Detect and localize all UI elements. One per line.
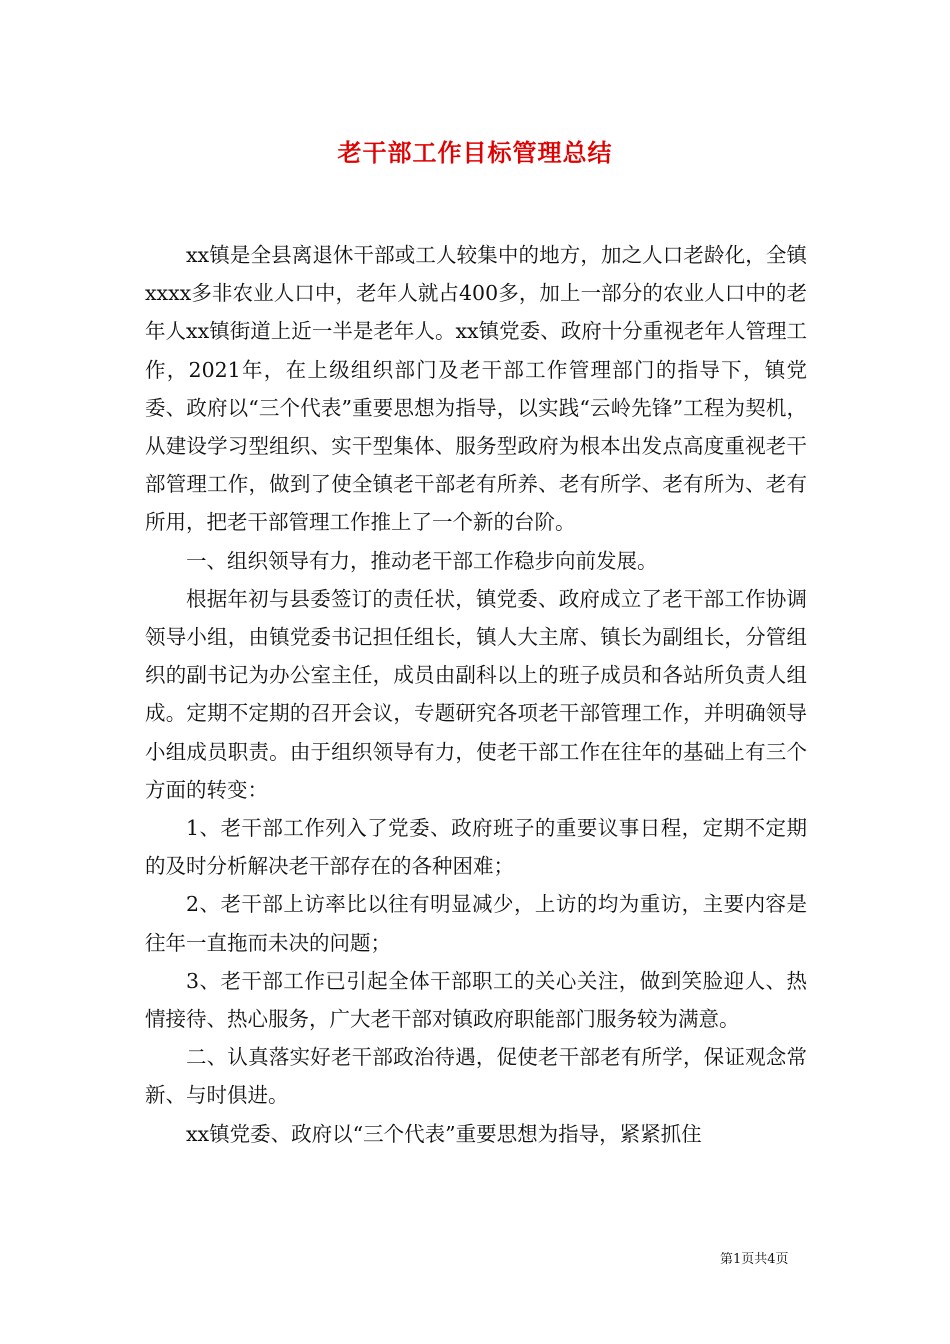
paragraph-section-2: xx镇党委、政府以“三个代表”重要思想为指导，紧紧抓住 [186, 1121, 702, 1146]
section-heading-1: 一、组织领导有力，推动老干部工作稳步向前发展。 [186, 548, 658, 573]
section-heading-2: 二、认真落实好老干部政治待遇，促使老干部老有所学，保证观念常新、与时俱进。 [145, 1045, 807, 1108]
list-item-3: 3、老干部工作已引起全体干部职工的关心关注，做到笑脸迎人、热情接待、热心服务，广大老干部对镇政府职能部门服务较为满意。 [145, 968, 807, 1032]
list-item-2: 2、老干部上访率比以往有明显减少，上访的均为重访，主要内容是往年一直拖而未决的问题； [145, 892, 807, 955]
document-body [145, 236, 807, 1153]
list-item-1: 1、老干部工作列入了党委、政府班子的重要议事日程，定期不定期的及时分析解决老干部存在的各种困难； [145, 816, 807, 879]
document-title: 老干部工作目标管理总结 [337, 138, 613, 167]
page-number: 第1页共4页 [720, 1252, 789, 1267]
paragraph-section-1: 根据年初与县委签订的责任状，镇党委、政府成立了老干部工作协调领导小组，由镇党委书记担任组长，镇人大主席、镇长为副组长，分管组织的副书记为办公室主任，成员由副科以上的班子成员和各站所负责人组成。定期不定期的召开会议，专题研究各项老干部管理工作，并明确领导小组成员职责。由于组织领导有力，使老干部工作在往年的基础上有三个方面的转变： [145, 586, 807, 802]
paragraph-intro: xx镇是全县离退休干部或工人较集中的地方，加之人口老龄化，全镇xxxx多非农业人口中，老年人就占400多，加上一部分的农业人口中的老年人xx镇街道上近一半是老年人。xx镇党委、政府十分重视老年人管理工作，2021年，在上级组织部门及老干部工作管理部门的指导下，镇党委、政府以“三个代表”重要思想为指导，以实践“云岭先锋”工程为契机，从建设学习型组织、实干型集体、服务型政府为根本出发点高度重视老干部管理工作，做到了使全镇老干部老有所养、老有所学、老有所为、老有所用，把老干部管理工作推上了一个新的台阶。 [145, 243, 807, 535]
